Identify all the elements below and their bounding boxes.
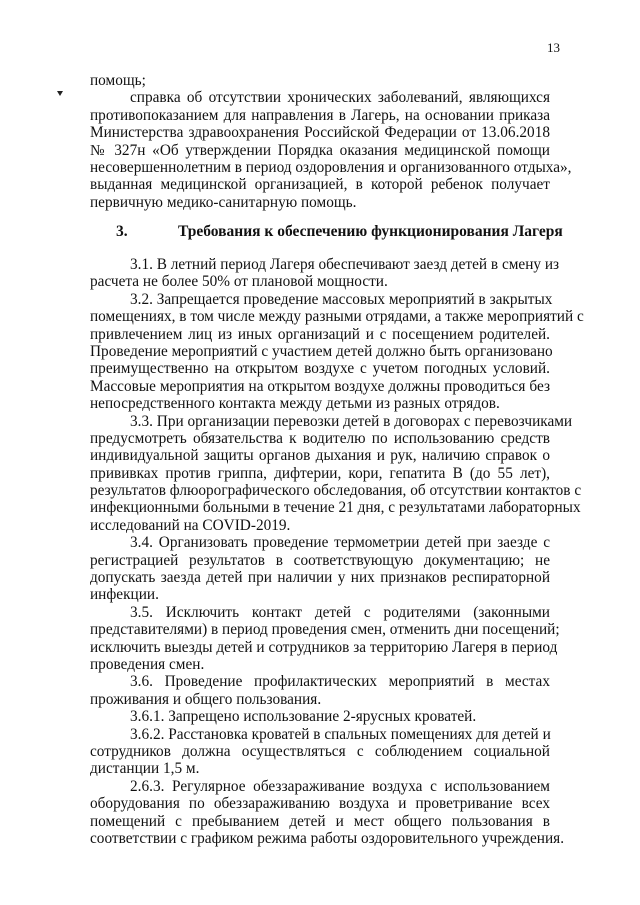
paragraph <box>90 726 550 778</box>
text-line: исследований на COVID-2019. <box>90 516 291 534</box>
section-heading <box>116 223 563 241</box>
section-title: Требования к обеспечению функционирования Лагеря <box>178 223 563 240</box>
text-line: помещениях, в том числе между разными отрядами, а также мероприятий с <box>90 308 584 326</box>
text-line: преимущественно на открытом воздухе с учетом погодных условий. <box>90 360 550 378</box>
text-line: представителями) в период проведения смен, отменить дни посещений; <box>90 621 560 639</box>
text-line: оборудования по обеззараживанию воздуха и проветривание всех <box>90 795 550 813</box>
text-line: 3.1. В летний период Лагеря обеспечивают заезд детей в смену из <box>130 256 560 273</box>
paragraph <box>90 603 560 674</box>
text-line: регистрацией результатов в соответствующую документацию; не <box>90 551 550 569</box>
paragraph <box>90 708 550 725</box>
intro-text <box>90 72 572 211</box>
text-line: индивидуальной защиты органов дыхания и рук, наличию справок о <box>90 447 550 465</box>
text-line: Проведение мероприятий с участием детей должно быть организовано <box>90 342 553 360</box>
text-line: проживания и общего пользования. <box>90 690 322 708</box>
paragraph <box>90 89 572 211</box>
section-number: 3. <box>116 223 128 240</box>
paragraph <box>90 777 565 848</box>
text-line: 3.6.1. Запрещено использование 2-ярусных кроватей. <box>130 708 477 726</box>
text-line: привлечением лиц из иных организаций и с посещением родителей. <box>90 325 550 343</box>
text-line: инфекционными больными в течение 21 дня, с результатами лабораторных <box>90 499 581 517</box>
text-line: инфекции. <box>90 586 159 604</box>
text-line: допускать заезда детей при наличии у них признаков респираторной <box>90 569 550 587</box>
text-line: Массовые мероприятия на открытом воздухе должны проводиться без <box>90 377 550 395</box>
paragraph <box>90 412 582 535</box>
text-line: 3.4. Организовать проведение термометрии детей при заезде с <box>130 534 550 552</box>
text-line: предусмотреть обязательства к водителю по использованию средств <box>90 429 550 447</box>
scan-artifact-mark <box>57 91 63 96</box>
text-line: сотрудников должна осуществляться с соблюдением социальной <box>90 742 550 760</box>
page-number: 13 <box>547 40 560 55</box>
text-line: 3.3. При организации перевозки детей в договорах с перевозчиками <box>130 412 573 430</box>
text-line: результатов флюорографического обследования, об отсутствии контактов с <box>90 482 582 500</box>
text-line: проведения смен. <box>90 655 205 673</box>
paragraph <box>90 534 550 604</box>
paragraph <box>90 256 560 291</box>
text-line: 3.6. Проведение профилактических мероприятий в местах <box>130 673 550 691</box>
text-line: исключить выезды детей и сотрудников за территорию Лагеря в период <box>90 638 558 656</box>
text-line: справка об отсутствии хронических заболеваний, являющихся <box>130 89 550 107</box>
text-line: расчета не более 50% от плановой мощности. <box>90 273 388 291</box>
text-line: прививках против гриппа, дифтерии, кори, гепатита В (до 55 лет), <box>90 464 550 482</box>
text-line: 3.5. Исключить контакт детей с родителями (законными <box>130 603 550 621</box>
text-line: Министерства здравоохранения Российской Федерации от 13.06.2018 <box>90 124 550 142</box>
text-line: выданная медицинской организацией, в которой ребенок получает <box>90 176 550 194</box>
text-line: непосредственного контакта между детьми из разных отрядов. <box>90 395 500 413</box>
text-line: противопоказанием для направления в Лагерь, на основании приказа <box>90 106 550 124</box>
text-line: 3.6.2. Расстановка кроватей в спальных помещениях для детей и <box>130 725 551 743</box>
text-line: соответствии с графиком режима работы оздоровительного учреждения. <box>90 829 565 847</box>
paragraph <box>90 72 550 89</box>
paragraph <box>90 673 550 708</box>
text-line: дистанции 1,5 м. <box>90 760 200 778</box>
text-line: помощь; <box>90 72 146 89</box>
paragraph <box>90 290 584 413</box>
text-line: 2.6.3. Регулярное обеззараживание воздуха с использованием <box>130 777 550 795</box>
section-body <box>90 256 584 847</box>
text-line: несовершеннолетним в период оздоровления и организованного отдыха», <box>90 158 572 176</box>
text-line: первичную медико-санитарную помощь. <box>90 193 357 211</box>
text-line: № 327н «Об утверждении Порядка оказания медицинской помощи <box>90 141 550 159</box>
text-line: помещений с пребыванием детей и мест общего пользования в <box>90 812 550 830</box>
text-line: 3.2. Запрещается проведение массовых мероприятий в закрытых <box>130 290 553 308</box>
